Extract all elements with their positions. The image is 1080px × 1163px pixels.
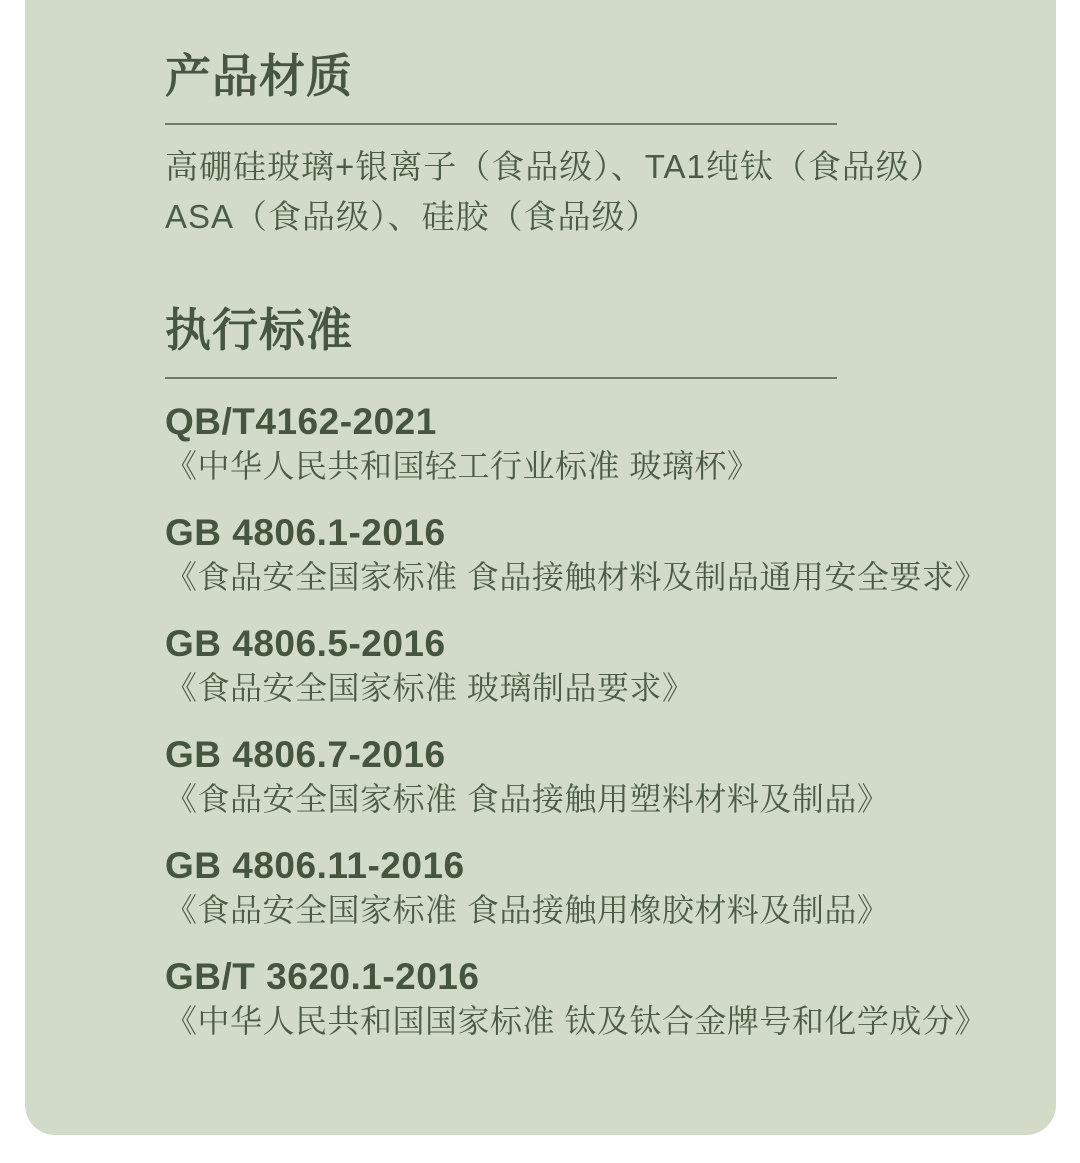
standards-section	[165, 306, 1006, 1044]
standard-code: GB 4806.11-2016	[165, 845, 465, 886]
product-detail-panel	[25, 0, 1056, 1135]
standard-name: 《食品安全国家标准 食品接触材料及制品通用安全要求》	[165, 559, 987, 595]
standard-code: GB/T 3620.1-2016	[165, 956, 480, 997]
standard-code: GB 4806.7-2016	[165, 734, 446, 775]
materials-line-2: ASA（食品级）、硅胶（食品级）	[165, 198, 660, 235]
standard-entry	[165, 510, 1006, 600]
standard-code: GB 4806.1-2016	[165, 512, 446, 553]
standard-name: 《中华人民共和国国家标准 钛及钛合金牌号和化学成分》	[165, 1003, 987, 1039]
standards-divider	[165, 377, 837, 379]
standard-entry	[165, 399, 1006, 489]
standard-entry	[165, 621, 1006, 711]
materials-divider	[165, 123, 837, 125]
standard-entry	[165, 732, 1006, 822]
standards-list	[165, 399, 1006, 1044]
standard-code: QB/T4162-2021	[165, 401, 437, 442]
standard-name: 《中华人民共和国轻工行业标准 玻璃杯》	[165, 448, 760, 484]
materials-line-1: 高硼硅玻璃+银离子（食品级）、TA1纯钛（食品级）	[165, 148, 944, 185]
standard-entry	[165, 843, 1006, 933]
standard-name: 《食品安全国家标准 玻璃制品要求》	[165, 670, 695, 706]
standard-name: 《食品安全国家标准 食品接触用塑料材料及制品》	[165, 781, 890, 817]
standards-section-title: 执行标准	[165, 304, 353, 356]
standard-entry	[165, 954, 1006, 1044]
materials-section	[165, 52, 1006, 242]
standard-name: 《食品安全国家标准 食品接触用橡胶材料及制品》	[165, 892, 890, 928]
materials-text	[165, 142, 1006, 242]
standard-code: GB 4806.5-2016	[165, 623, 446, 664]
materials-section-title: 产品材质	[165, 50, 353, 102]
